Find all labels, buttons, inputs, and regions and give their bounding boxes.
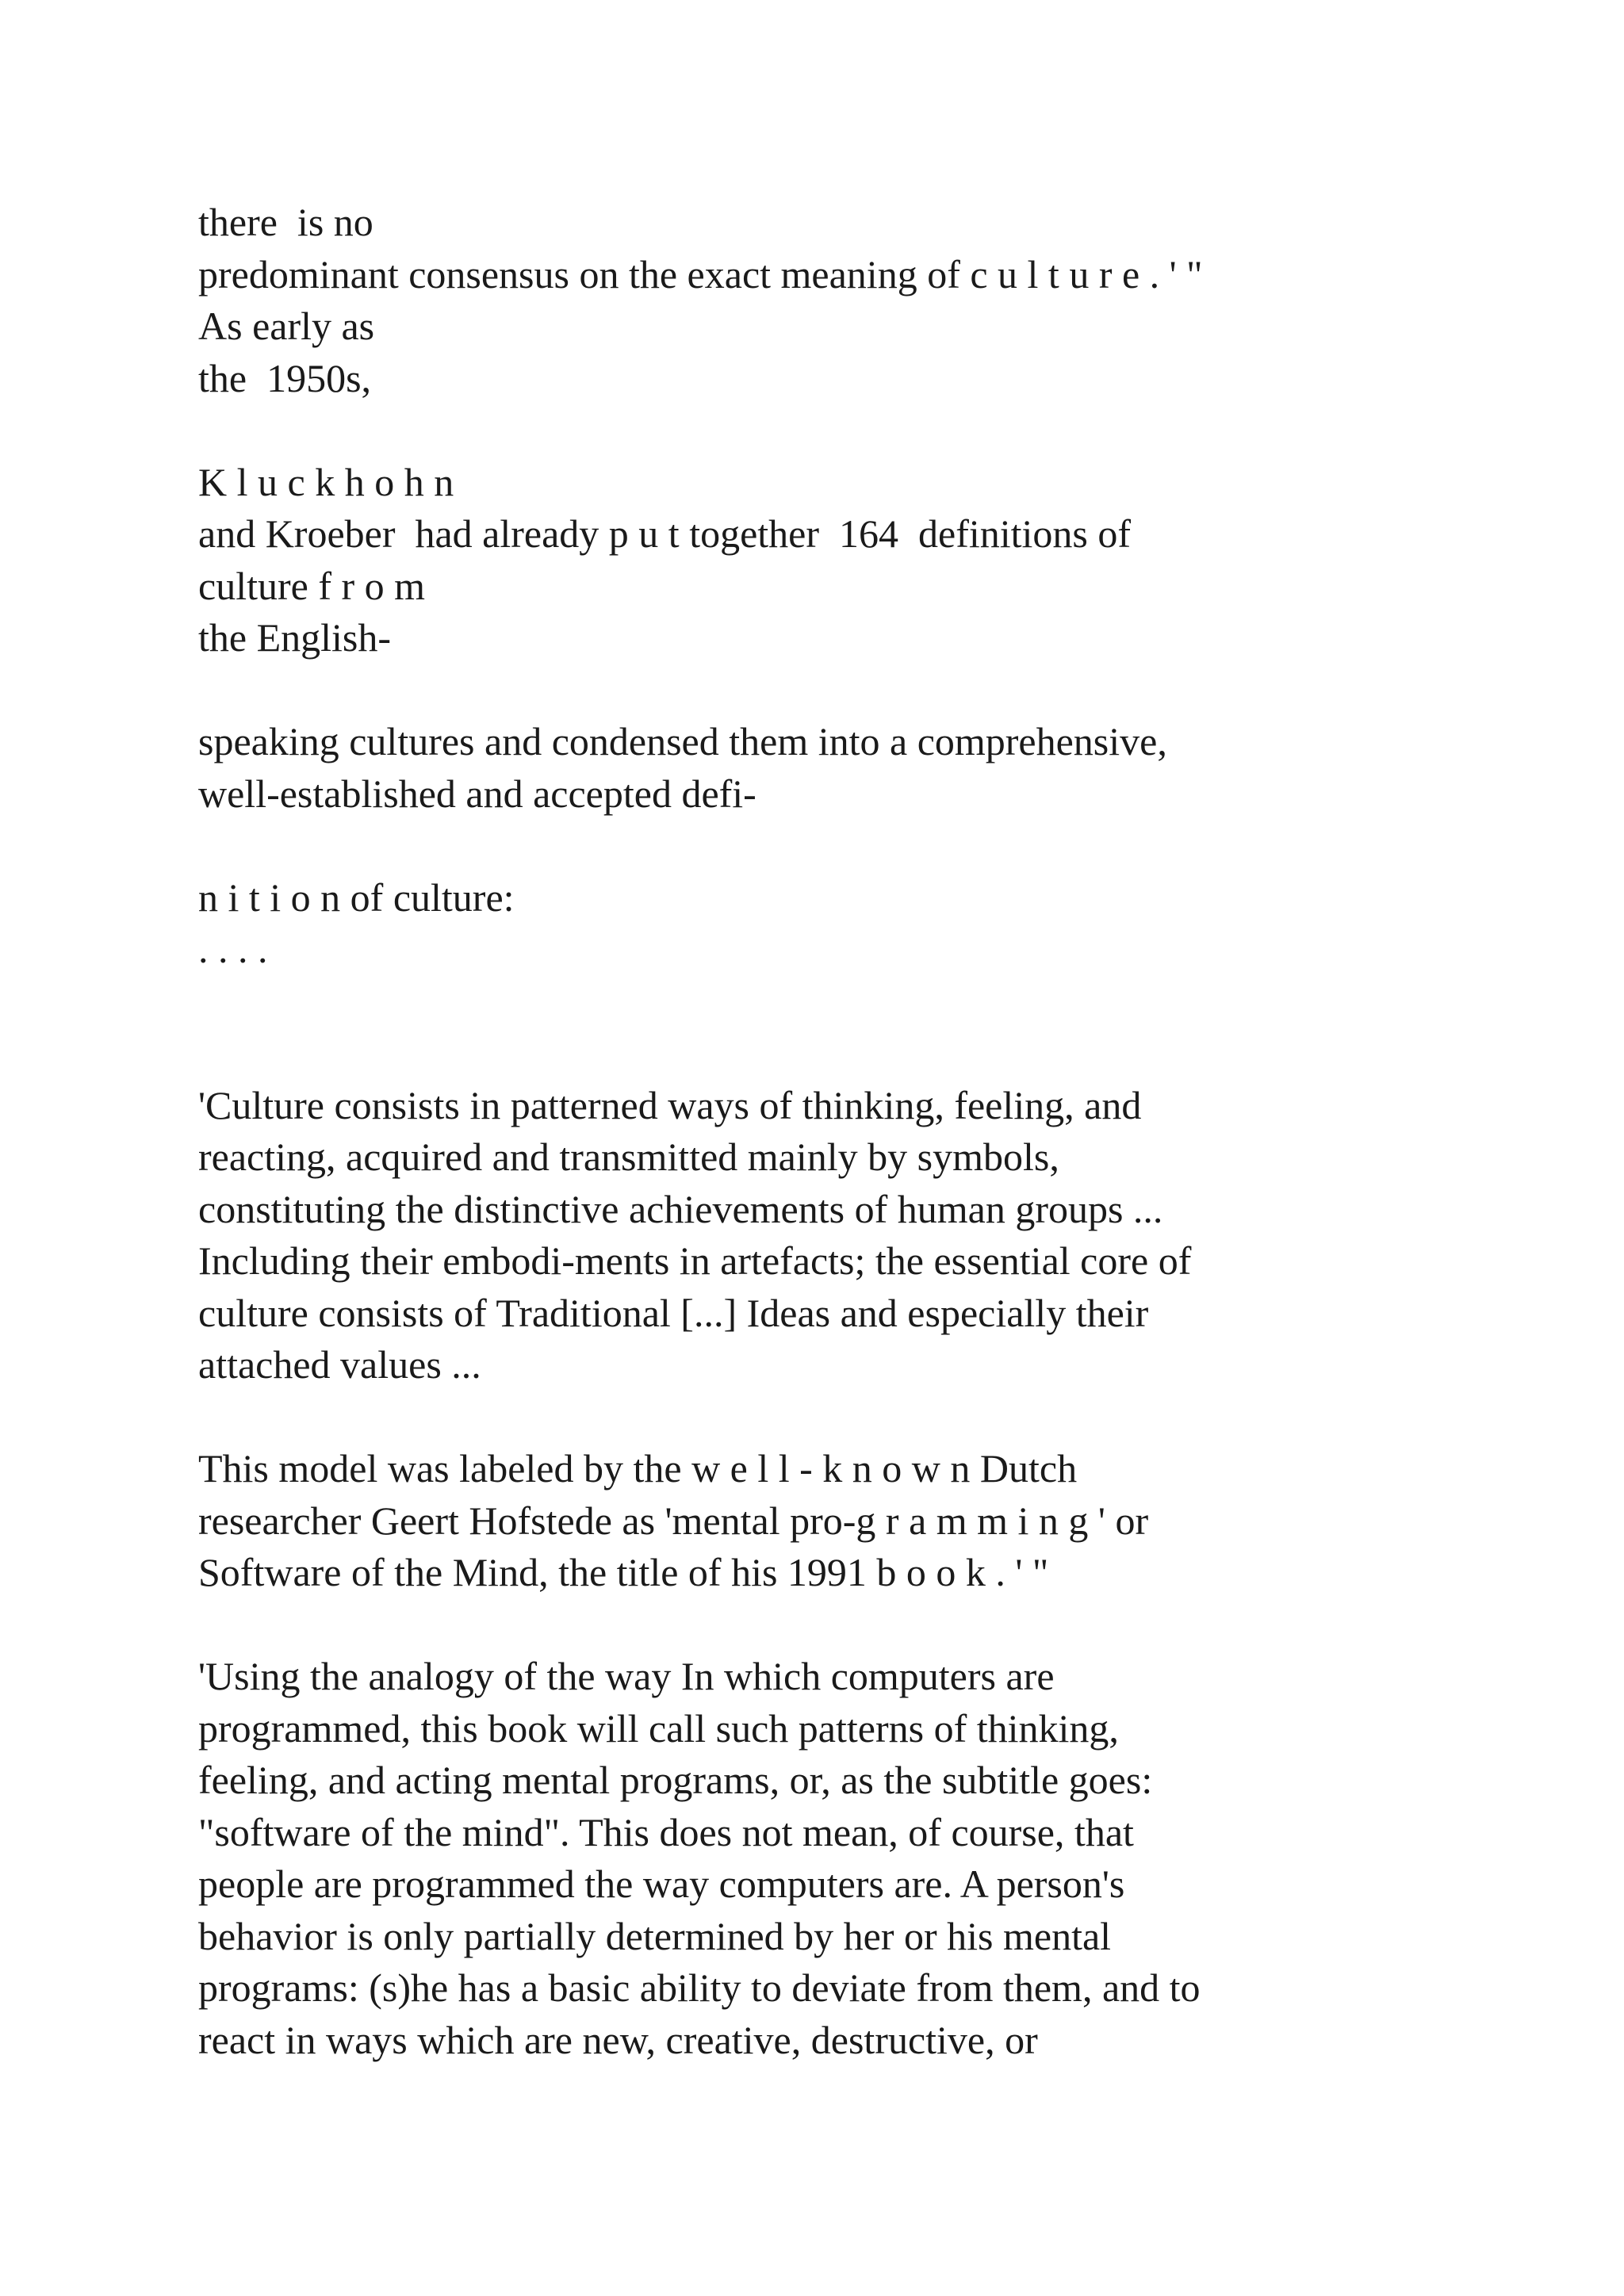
paragraph-intro xyxy=(198,197,1507,404)
quote-culture-definition xyxy=(198,1080,1507,1391)
text-line: culture f r o m xyxy=(198,563,426,608)
text-line: This model was labeled by the w e l l - k n o w n Dutch xyxy=(198,1446,1078,1490)
paragraph-hofstede xyxy=(198,1443,1507,1599)
paragraph-condensed xyxy=(198,716,1507,820)
paragraph-gap xyxy=(198,820,1507,872)
text-line: feeling, and acting mental programs, or, as the subtitle goes: xyxy=(198,1758,1153,1802)
text-line: n i t i o n of culture: xyxy=(198,874,515,920)
document-body xyxy=(198,197,1507,2066)
text-line: react in ways which are new, creative, destructive, or xyxy=(198,2017,1038,2062)
text-line: and Kroeber had already p u t together 164 definitions of xyxy=(198,511,1132,556)
text-line: Software of the Mind, the title of his 1991 b o o k . ' " xyxy=(198,1550,1049,1594)
text-line: K l u c k h o h n xyxy=(198,459,454,504)
text-line: Including their embodi-ments in artefacts; the essential core of xyxy=(198,1238,1192,1283)
text-line: well-established and accepted defi- xyxy=(198,771,756,816)
paragraph-gap xyxy=(198,1599,1507,1651)
quote-software-of-mind xyxy=(198,1651,1507,2066)
text-line: researcher Geert Hofstede as 'mental pro-g r a m m i n g ' or xyxy=(198,1498,1149,1543)
text-line: speaking cultures and condensed them into a comprehensive, xyxy=(198,719,1167,763)
text-line: there is no xyxy=(198,200,373,244)
text-line: attached values ... xyxy=(198,1342,481,1387)
text-line: programmed, this book will call such patterns of thinking, xyxy=(198,1705,1119,1751)
text-line: reacting, acquired and transmitted mainly by symbols, xyxy=(198,1135,1059,1179)
text-line: As early as xyxy=(198,304,375,348)
text-line: 'Using the analogy of the way In which computers are xyxy=(198,1654,1055,1698)
paragraph-gap xyxy=(198,1391,1507,1444)
text-line: . . . . xyxy=(198,927,268,971)
paragraph-gap xyxy=(198,664,1507,717)
text-line: behavior is only partially determined by her or his mental xyxy=(198,1913,1112,1958)
paragraph-kluckhohn xyxy=(198,457,1507,664)
text-line: programs: (s)he has a basic ability to deviate from them, and to xyxy=(198,1965,1201,2010)
text-line: people are programmed the way computers are. A person's xyxy=(198,1862,1125,1906)
text-line: the 1950s, xyxy=(198,355,372,400)
text-line: predominant consensus on the exact meaning of c u l t u r e . ' " xyxy=(198,251,1203,297)
text-line: culture consists of Traditional [...] Ideas and especially their xyxy=(198,1290,1149,1335)
text-line: the English- xyxy=(198,615,392,660)
text-line: "software of the mind". This does not mean, of course, that xyxy=(198,1809,1134,1854)
paragraph-gap xyxy=(198,976,1507,1080)
text-line: constituting the distinctive achievements of human groups ... xyxy=(198,1186,1163,1231)
text-line: 'Culture consists in patterned ways of thinking, feeling, and xyxy=(198,1082,1142,1127)
paragraph-definition xyxy=(198,872,1507,976)
paragraph-gap xyxy=(198,404,1507,457)
